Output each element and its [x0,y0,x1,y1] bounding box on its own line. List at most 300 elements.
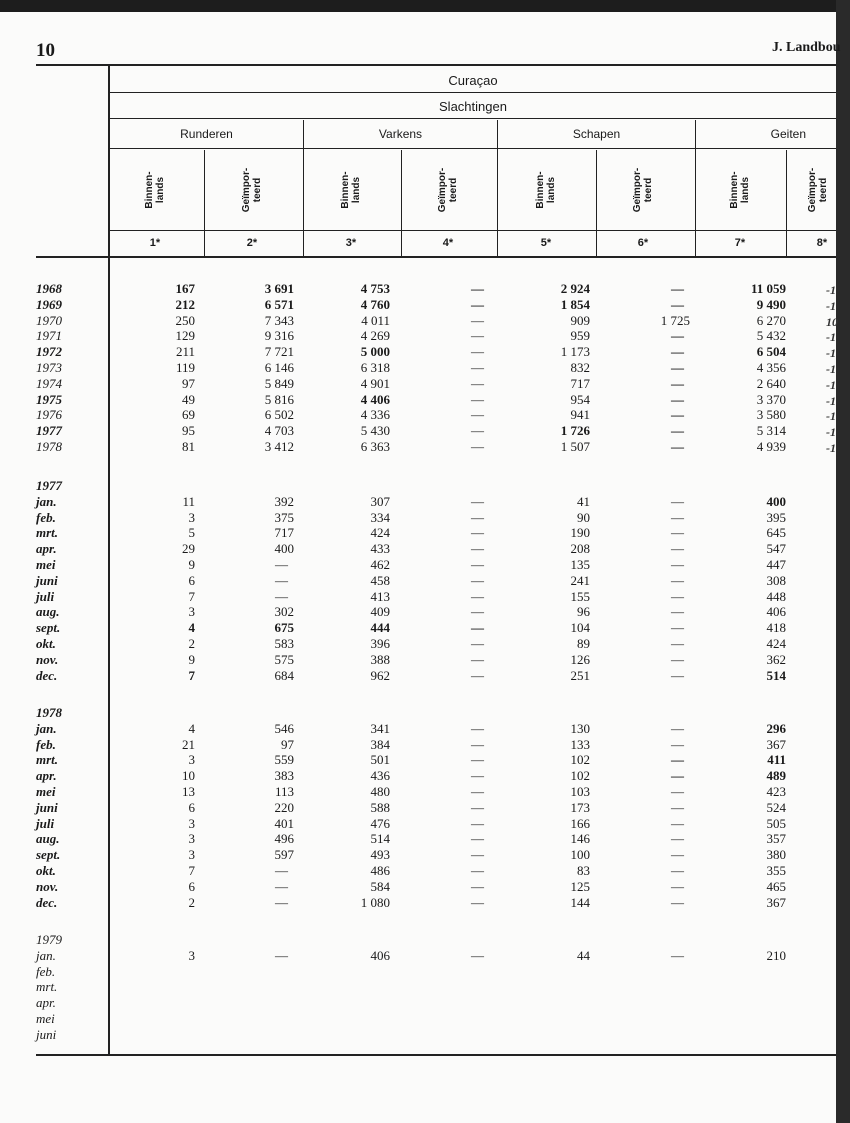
cell-value: — [671,620,684,636]
row-label: mrt. [36,752,59,768]
cell-value: 95 [182,423,195,439]
column-number: 2* [246,237,258,249]
cell-value: 6 363 [360,439,390,454]
cell-value: 7 [188,667,195,683]
cell-value: — [671,588,684,604]
edge-fragment: 10 [826,314,838,329]
cell-value: 406 [370,947,390,963]
cell-value: 717 [570,375,590,391]
cell-value: 1 080 [360,894,390,910]
cell-value: — [671,815,684,831]
cell-value: — [471,557,484,572]
cell-value: 645 [766,525,786,541]
table-cell [0,525,786,541]
column-number: 8* [816,237,828,249]
cell-value: 129 [175,328,195,344]
cell-value: 1 726 [560,423,590,439]
cell-value: — [671,894,684,910]
table-top-rule [36,64,836,66]
cell-value: 480 [370,784,390,799]
cell-value: 832 [570,360,590,375]
scan-right-border [836,0,850,1123]
edge-fragment: -1 [826,346,836,361]
cell-value: 13 [182,784,195,799]
cell-value: — [471,799,484,815]
cell-value: 5 314 [756,423,786,439]
cell-value: 4 [188,720,195,736]
cell-value: 103 [570,784,590,799]
cell-value: — [471,296,484,312]
cell-value: 296 [766,720,786,736]
cell-value: 400 [274,541,294,557]
row-label: aug. [36,604,60,620]
cell-value: — [471,651,484,667]
subheading-binnenlands: Binnen- lands [729,171,751,209]
edge-fragment: -1 [826,330,836,345]
year-heading: 1978 [36,705,62,720]
cell-value: 308 [766,572,786,588]
cell-value: — [471,720,484,736]
cell-value: 4 356 [756,360,786,375]
row-label: 1976 [36,407,62,423]
cell-value: — [671,604,684,620]
column-number: 4* [442,237,454,249]
table-cell [0,344,786,360]
row-label: juni [36,572,58,588]
cell-value: — [275,878,288,894]
edge-fragment: -1 [826,393,836,408]
cell-value: — [471,752,484,768]
cell-value: 367 [766,736,786,752]
table-cell [0,768,786,784]
scan-top-border [0,0,850,12]
cell-value: — [275,588,288,604]
cell-value: 100 [570,847,590,863]
cell-value: — [471,847,484,863]
cell-value: 583 [274,636,294,651]
cell-value: 717 [274,525,294,541]
cell-value: — [471,636,484,651]
cell-value: 424 [766,636,786,651]
row-label: 1968 [36,281,62,296]
table-cell [0,895,786,911]
cell-value: 418 [766,620,786,636]
row-label: mrt. [36,979,58,995]
cell-value: 584 [370,878,390,894]
cell-value: 575 [274,651,294,667]
cell-value: — [471,525,484,541]
cell-value: 144 [570,894,590,910]
row-label: 1973 [36,360,62,375]
cell-value: — [471,604,484,620]
group-heading-geiten: Geiten [770,127,806,141]
table-cell [0,831,786,847]
cell-value: — [471,815,484,831]
cell-value: 1 507 [560,439,590,454]
cell-value: — [671,720,684,736]
cell-value: 514 [766,667,786,683]
cell-value: 413 [370,588,390,604]
row-label: 1972 [36,344,62,360]
cell-value: 941 [570,407,590,423]
row-label: okt. [36,863,56,878]
cell-value: 210 [766,947,786,963]
row-label: aug. [36,831,60,847]
row-label: apr. [36,768,57,784]
cell-value: 6 270 [756,312,786,328]
cell-value: 962 [370,667,390,683]
row-label: 1969 [36,296,62,312]
cell-value: — [471,588,484,604]
table-cell [0,328,786,344]
cell-value: 126 [570,651,590,667]
section-rule [110,118,836,119]
row-label: dec. [36,894,58,910]
cell-value: 190 [570,525,590,541]
cell-value: 241 [570,572,590,588]
cell-value: 29 [182,541,195,557]
cell-value: 44 [577,947,590,963]
cell-value: — [671,328,684,344]
cell-value: — [471,878,484,894]
cell-value: 493 [370,847,390,863]
cell-value: 3 [188,831,195,847]
cell-value: 89 [577,636,590,651]
cell-value: 5 816 [264,391,294,407]
cell-value: 3 [188,604,195,620]
row-label: apr. [36,995,56,1011]
table-cell [0,800,786,816]
table-cell [0,510,786,526]
cell-value: — [671,752,684,768]
cell-value: — [671,878,684,894]
cell-value: 588 [370,799,390,815]
cell-value: 1 725 [660,312,690,328]
cell-value: 341 [370,720,390,736]
cell-value: 4 901 [360,375,390,391]
cell-value: — [471,360,484,375]
row-label: juni [36,799,58,815]
cell-value: 392 [274,493,294,509]
cell-value: 4 939 [756,439,786,454]
cell-value: — [275,572,288,588]
page-number: 10 [36,40,55,61]
row-label: nov. [36,651,59,667]
cell-value: 7 [188,863,195,878]
row-label: jan. [36,720,57,736]
header-bottom-rule [36,256,836,258]
cell-value: — [275,947,288,963]
cell-value: 83 [577,863,590,878]
cell-value: — [471,509,484,525]
row-label: mrt. [36,525,59,541]
cell-value: — [471,894,484,910]
table-cell [0,439,786,455]
row-label: nov. [36,878,59,894]
cell-value: 81 [182,439,195,454]
cell-value: 6 571 [264,296,294,312]
table-cell [0,281,786,297]
cell-value: 3 [188,509,195,525]
cell-value: 3 [188,947,195,963]
row-label: feb. [36,963,56,979]
cell-value: 3 [188,752,195,768]
cell-value: 489 [766,768,786,784]
cell-value: 3 [188,815,195,831]
cell-value: — [671,651,684,667]
row-label: juli [36,588,55,604]
group-heading-schapen: Schapen [572,127,621,141]
table-cell [0,589,786,605]
cell-value: 505 [766,815,786,831]
cell-value: 146 [570,831,590,847]
cell-value: 4 [188,620,195,636]
cell-value: — [671,439,684,454]
cell-value: 90 [577,509,590,525]
cell-value: 11 059 [750,281,786,296]
cell-value: 69 [182,407,195,423]
cell-value: 447 [766,557,786,572]
cell-value: 220 [274,799,294,815]
subheading-geimporteerd: Geïmpor- teerd [241,167,263,213]
group-heading-varkens: Varkens [378,127,423,141]
cell-value: 684 [274,667,294,683]
cell-value: 6 [188,878,195,894]
subheading-binnenlands: Binnen- lands [144,171,166,209]
table-cell [0,948,786,964]
cell-value: 954 [570,391,590,407]
row-label: sept. [36,620,61,636]
cell-value: 465 [766,878,786,894]
cell-value: — [671,847,684,863]
cell-value: 597 [274,847,294,863]
cell-value: 7 721 [264,344,294,360]
cell-value: 433 [370,541,390,557]
sub-divider [786,150,787,257]
edge-fragment: -1 [826,409,836,424]
table-cell [0,752,786,768]
cell-value: 514 [370,831,390,847]
cell-value: 166 [570,815,590,831]
cell-value: — [671,281,684,296]
table-cell [0,620,786,636]
cell-value: 444 [370,620,390,636]
cell-value: — [671,947,684,963]
cell-value: — [471,947,484,963]
row-label: okt. [36,636,56,651]
cell-value: 4 011 [361,312,390,328]
row-label: 1970 [36,312,62,328]
table-cell [0,313,786,329]
row-label: apr. [36,541,57,557]
cell-value: — [671,509,684,525]
cell-value: — [471,667,484,683]
table-cell [0,636,786,652]
row-label: 1977 [36,423,62,439]
cell-value: — [671,541,684,557]
cell-value: 135 [570,557,590,572]
cell-value: 3 412 [264,439,294,454]
column-number: 5* [540,237,552,249]
cell-value: 375 [274,509,294,525]
cell-value: 6 [188,572,195,588]
sub-divider [596,150,597,257]
table-cell [0,879,786,895]
cell-value: — [671,360,684,375]
running-head: J. Landbou [772,40,841,55]
table-cell [0,721,786,737]
cell-value: 401 [274,815,294,831]
row-label: juli [36,815,55,831]
cell-value: 546 [274,720,294,736]
cell-value: 959 [570,328,590,344]
cell-value: 6 504 [756,344,786,360]
edge-fragment: -1 [826,377,836,392]
cell-value: 3 [188,847,195,863]
cell-value: 559 [274,752,294,768]
table-cell [0,573,786,589]
cell-value: 167 [175,281,195,296]
cell-value: — [471,281,484,296]
cell-value: 133 [570,736,590,752]
cell-value: 250 [175,312,195,328]
table-cell [0,392,786,408]
row-label: jan. [36,493,57,509]
cell-value: — [671,557,684,572]
row-label: juni [36,1026,57,1042]
cell-value: 334 [370,509,390,525]
table-cell [0,816,786,832]
cell-value: 302 [274,604,294,620]
cell-value: 2 640 [756,375,786,391]
table-cell [0,407,786,423]
row-label: 1978 [36,439,62,454]
table-cell [0,541,786,557]
cell-value: — [671,375,684,391]
cell-value: — [471,375,484,391]
row-label: mei [36,557,56,572]
table-cell [0,784,786,800]
cell-value: 2 924 [560,281,590,296]
table-bottom-rule [36,1054,836,1056]
cell-value: 97 [182,375,195,391]
year-heading: 1977 [36,478,62,493]
table-cell [0,652,786,668]
cell-value: 396 [370,636,390,651]
cell-value: 424 [370,525,390,541]
cell-value: 909 [570,312,590,328]
edge-fragment: -1 [826,425,836,440]
table-cell [0,360,786,376]
cell-value: — [671,493,684,509]
cell-value: 173 [570,799,590,815]
cell-value: 4 336 [360,407,390,423]
cell-value: — [671,799,684,815]
row-label: mei [36,1011,55,1026]
cell-value: 211 [175,344,195,360]
cell-value: 104 [570,620,590,636]
cell-value: 496 [274,831,294,847]
island-rule [110,92,836,93]
cell-value: — [471,572,484,588]
column-number: 7* [734,237,746,249]
cell-value: 3 580 [756,407,786,423]
cell-value: — [471,736,484,752]
subheading-binnenlands: Binnen- lands [340,171,362,209]
cell-value: 49 [182,391,195,407]
cell-value: 675 [274,620,294,636]
cell-value: 6 [188,799,195,815]
cell-value: 208 [570,541,590,557]
cell-value: 501 [370,752,390,768]
group-rule [110,148,836,149]
cell-value: 384 [370,736,390,752]
cell-value: 448 [766,588,786,604]
cell-value: 5 430 [360,423,390,439]
cell-value: 102 [570,768,590,784]
cell-value: — [275,894,288,910]
cell-value: 11 [182,493,195,509]
cell-value: 125 [570,878,590,894]
cell-value: 436 [370,768,390,784]
cell-value: — [471,541,484,557]
cell-value: — [275,557,288,572]
cell-value: 4 406 [360,391,390,407]
cell-value: 10 [182,768,195,784]
cell-value: 400 [766,493,786,509]
subheading-geimporteerd: Geïmpor- teerd [437,167,459,213]
cell-value: — [671,863,684,878]
table-cell [0,376,786,392]
cell-value: 380 [766,847,786,863]
column-number: 1* [149,237,161,249]
cell-value: 383 [274,768,294,784]
cell-value: 307 [370,493,390,509]
cell-value: 7 343 [264,312,294,328]
cell-value: 5 [188,525,195,541]
cell-value: — [671,636,684,651]
section-heading: Slachtingen [439,99,507,114]
cell-value: 3 691 [264,281,294,296]
cell-value: 41 [577,493,590,509]
cell-value: — [471,831,484,847]
cell-value: — [275,863,288,878]
subheading-binnenlands: Binnen- lands [535,171,557,209]
cell-value: — [471,768,484,784]
table-cell [0,737,786,753]
cell-value: 388 [370,651,390,667]
cell-value: 102 [570,752,590,768]
cell-value: — [671,344,684,360]
subheading-geimporteerd: Geïmpor- teerd [632,167,654,213]
column-number: 6* [637,237,649,249]
sub-divider [401,150,402,257]
cell-value: 113 [274,784,294,799]
cell-value: — [471,344,484,360]
cell-value: 355 [766,863,786,878]
group-heading-runderen: Runderen [180,127,233,141]
row-label: feb. [36,509,56,525]
sub-divider [204,150,205,257]
edge-fragment: -1 [826,298,836,313]
cell-value: 476 [370,815,390,831]
cell-value: 97 [281,736,294,752]
cell-value: — [471,423,484,439]
cell-value: 357 [766,831,786,847]
cell-value: 462 [370,557,390,572]
cell-value: 2 [188,894,195,910]
cell-value: 423 [766,784,786,799]
